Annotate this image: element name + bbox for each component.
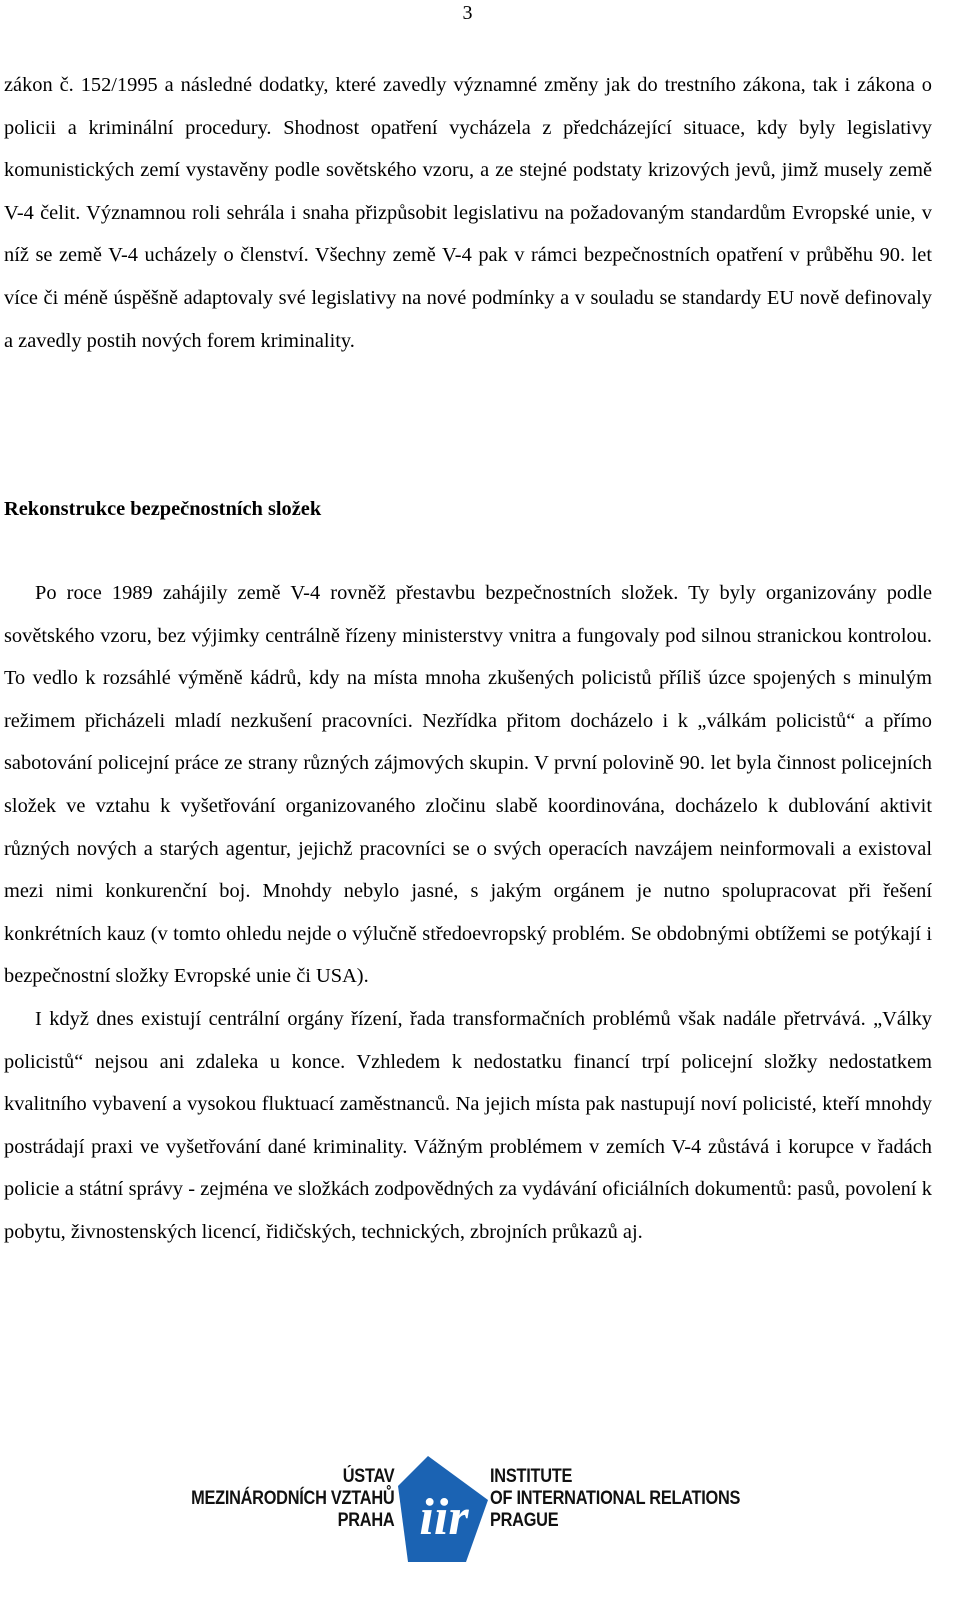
paragraph-text: zákon č. 152/1995 a následné dodatky, které zavedly významné změny jak do trestního zákona, tak i zákona o policii a kriminální procedury. Shodnost opatření vycházela z předcházející situace, kdy byly legislativy komunistických zemí vystavěny podle sovětského vzoru, a ze stejné podstaty krizových jevů, jimž musely země V-4 čelit. Významnou roli sehrála i snaha přizpůsobit legislativu na požadovaným standardům Evropské unie, v níž se země V-4 ucházely o členství. Všechny země V-4 pak v rámci bezpečnostních opatření v průběhu 90. let více či méně úspěšně adaptovaly své legislativy na nové podmínky a v souladu se standardy EU nově definovaly a zavedly postih nových forem kriminality. — [4, 74, 932, 352]
logo-czech-name — [191, 1466, 394, 1532]
page-number: 3 — [462, 2, 473, 24]
iir-emblem-icon — [398, 1456, 488, 1562]
section-body — [4, 572, 932, 1254]
paragraph-text: Po roce 1989 zahájily země V-4 rovněž přestavbu bezpečnostních složek. Ty byly organizovány podle sovětského vzoru, bez výjimky centrálně řízeny ministerstvy vnitra a fungovaly pod silnou stranickou kontrolou. To vedlo k rozsáhlé výměně kádrů, kdy na místa mnoha zkušených policistů příliš úzce spojených s minulým režimem přicházeli mladí nezkušení pracovníci. Nezřídka přitom docházelo i k „válkám policistů“ a přímo sabotování policejní práce ze strany různých zájmových skupin. V první polovině 90. let byla činnost policejních složek ve vztahu k vyšetřování organizovaného zločinu slabě koordinována, docházelo k dublování aktivit různých nových a starých agentur, jejichž pracovníci se o svých operacích navzájem neinformovali a existoval mezi nimi konkurenční boj. Mnohdy nebylo jasné, s jakým orgánem je nutno spolupracovat při řešení konkrétních kauz (v tomto ohledu nejde o výlučně středoevropský problém. Se obdobnými obtížemi se potýkají i bezpečnostní složky Evropské unie či USA). — [4, 582, 932, 988]
logo-english-name — [490, 1466, 740, 1532]
logo-mark-text: iir — [419, 1489, 469, 1546]
logo-line: PRAHA — [337, 1510, 394, 1531]
logo-line: ÚSTAV — [342, 1466, 394, 1487]
paragraph-text: I když dnes existují centrální orgány řízení, řada transformačních problémů však nadále přetrvává. „Války policistů“ nejsou ani zdaleka u konce. Vzhledem k nedostatku financí trpí policejní složky nedostatkem kvalitního vybavení a vysokou fluktuací zaměstnanců. Na jejich místa pak nastupují noví policisté, kteří mnohdy postrádají praxi ve vyšetřování dané kriminality. Vážným problémem v zemích V-4 zůstává i korupce v řadách policie a státní správy - zejména ve složkách zodpovědných za vydávání oficiálních dokumentů: pasů, povolení k pobytu, živnostenských licencí, řidičských, technických, zbrojních průkazů aj. — [4, 1007, 932, 1243]
logo-line: MEZINÁRODNÍCH VZTAHŮ — [190, 1488, 394, 1509]
institute-logo — [158, 1456, 778, 1562]
logo-line: INSTITUTE — [490, 1466, 573, 1487]
logo-line: OF INTERNATIONAL RELATIONS — [490, 1488, 741, 1509]
section-heading: Rekonstrukce bezpečnostních složek — [4, 498, 322, 520]
paragraph-continued — [4, 64, 932, 362]
logo-line: PRAGUE — [490, 1510, 559, 1531]
